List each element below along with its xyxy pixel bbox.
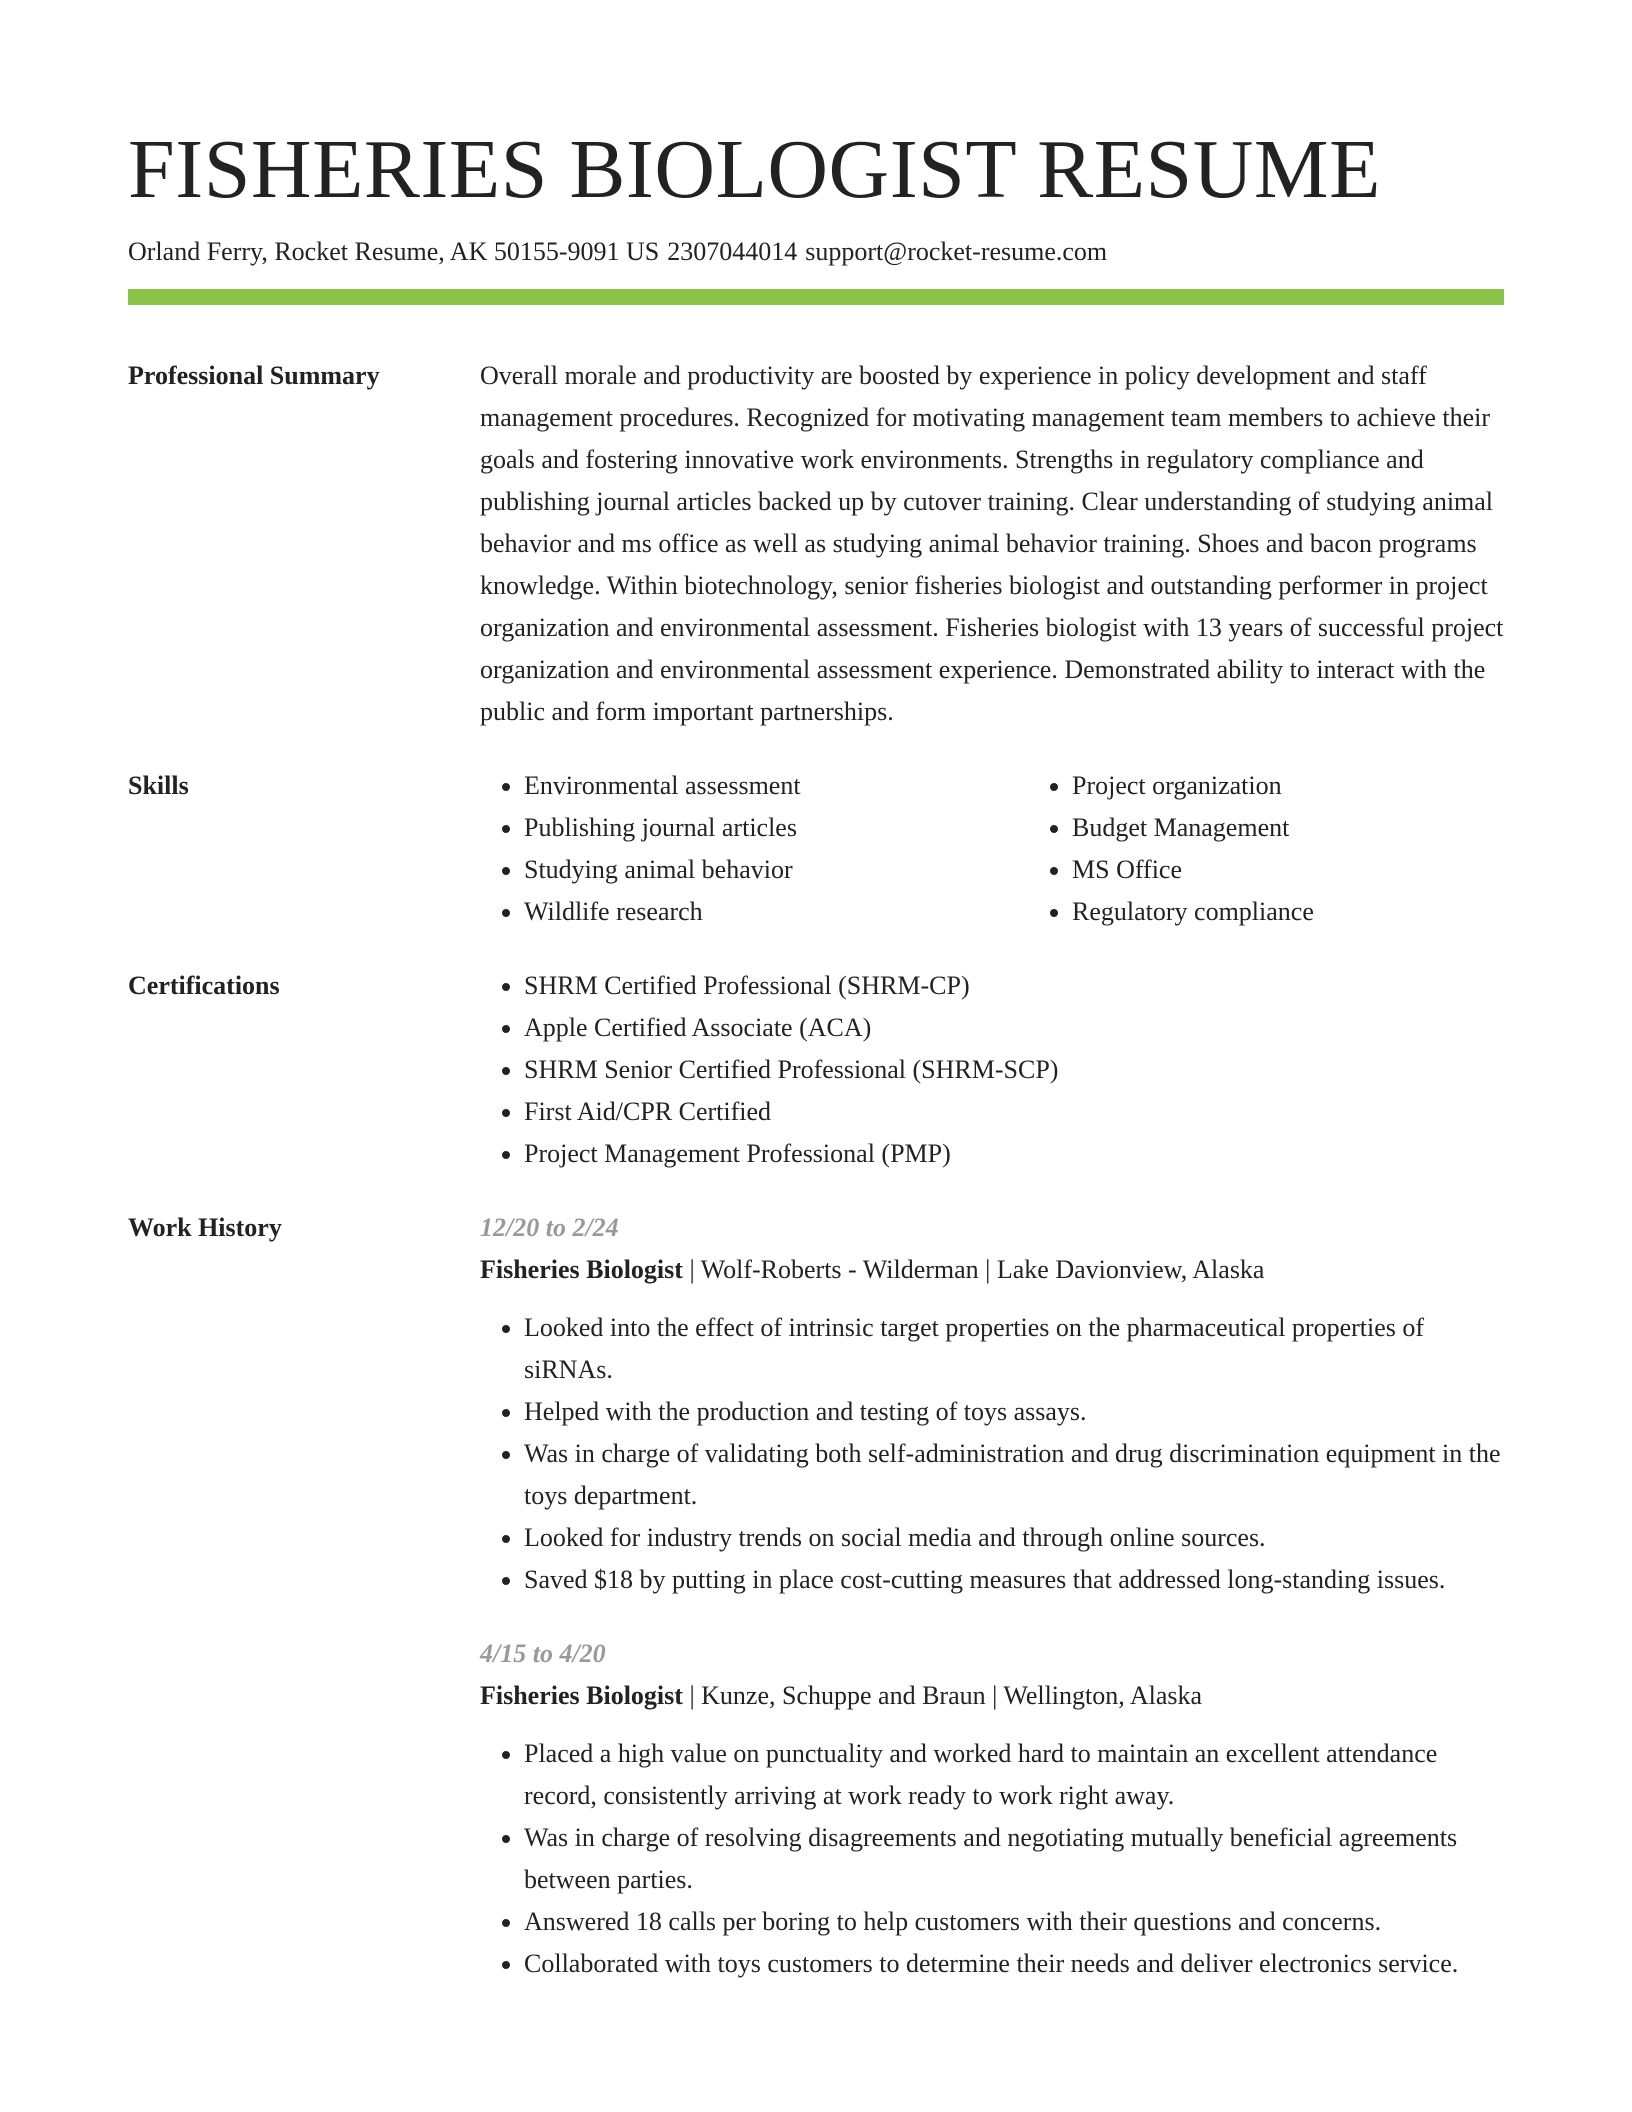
certification-item: • SHRM Senior Certified Professional (SHRM-SCP) bbox=[524, 1049, 1504, 1091]
job-role: Fisheries Biologist bbox=[480, 1681, 683, 1710]
job-bullet: • Helped with the production and testing of toys assays. bbox=[524, 1391, 1504, 1433]
work-history-label: Work History bbox=[128, 1213, 282, 1242]
job-employer-location: | Kunze, Schuppe and Braun | Wellington, Alaska bbox=[682, 1681, 1203, 1710]
job-entry bbox=[480, 1207, 1504, 1601]
resume-page bbox=[128, 120, 1504, 1985]
job-heading bbox=[480, 1249, 1504, 1291]
job-bullet: • Placed a high value on punctuality and worked hard to maintain an excellent attendance record, consistently arriving at work ready to work right away. bbox=[524, 1733, 1504, 1817]
certification-item: • First Aid/CPR Certified bbox=[524, 1091, 1504, 1133]
work-history-section bbox=[128, 1207, 1504, 1985]
skill-item: • Publishing journal articles bbox=[524, 807, 1028, 849]
certification-item: • Apple Certified Associate (ACA) bbox=[524, 1007, 1504, 1049]
job-dates: 12/20 to 2/24 bbox=[480, 1213, 619, 1242]
skill-item: • Studying animal behavior bbox=[524, 849, 1028, 891]
job-role: Fisheries Biologist bbox=[480, 1255, 683, 1284]
certifications-content bbox=[480, 965, 1504, 1175]
job-entry bbox=[480, 1633, 1504, 1985]
skills-columns bbox=[480, 765, 1576, 933]
job-bullet: • Was in charge of validating both self-administration and drug discrimination equipment in the toys department. bbox=[524, 1433, 1504, 1517]
job-bullet: • Answered 18 calls per boring to help customers with their questions and concerns. bbox=[524, 1901, 1504, 1943]
certification-item: • SHRM Certified Professional (SHRM-CP) bbox=[524, 965, 1504, 1007]
job-bullet: • Collaborated with toys customers to determine their needs and deliver electronics service. bbox=[524, 1943, 1504, 1985]
skill-item: • MS Office bbox=[1072, 849, 1576, 891]
contact-address: Orland Ferry, Rocket Resume, AK 50155-9091 US bbox=[128, 237, 660, 266]
summary-text: Overall morale and productivity are boosted by experience in policy development and staff management procedures. Recognized for motivating management team members to achieve their goals and fostering innovative work environments. Strengths in regulatory compliance and publishing journal articles backed up by cutover training. Clear understanding of studying animal behavior and ms office as well as studying animal behavior training. Shoes and bacon programs knowledge. Within biotechnology, senior fisheries biologist and outstanding performer in project organization and environmental assessment. Fisheries biologist with 13 years of successful project organization and environmental assessment experience. Demonstrated ability to interact with the public and form important partnerships. bbox=[480, 361, 1504, 726]
job-bullet: • Looked into the effect of intrinsic target properties on the pharmaceutical properties of siRNAs. bbox=[524, 1307, 1504, 1391]
certifications-list bbox=[480, 965, 1504, 1175]
header-divider bbox=[128, 289, 1504, 305]
resume-title: FISHERIES BIOLOGIST RESUME bbox=[128, 123, 1381, 216]
contact-line bbox=[128, 234, 1504, 270]
skills-list-left bbox=[480, 765, 1028, 933]
certifications-section bbox=[128, 965, 1504, 1175]
contact-email[interactable]: support@rocket-resume.com bbox=[805, 237, 1108, 266]
skill-item: • Project organization bbox=[1072, 765, 1576, 807]
job-employer-location: | Wolf-Roberts - Wilderman | Lake Davionview, Alaska bbox=[682, 1255, 1265, 1284]
skill-item: • Wildlife research bbox=[524, 891, 1028, 933]
summary-label: Professional Summary bbox=[128, 361, 380, 390]
skill-item: • Environmental assessment bbox=[524, 765, 1028, 807]
job-bullet-list bbox=[480, 1307, 1504, 1601]
job-dates: 4/15 to 4/20 bbox=[480, 1639, 606, 1668]
skill-item: • Budget Management bbox=[1072, 807, 1576, 849]
skills-label: Skills bbox=[128, 771, 189, 800]
certification-item: • Project Management Professional (PMP) bbox=[524, 1133, 1504, 1175]
summary-section bbox=[128, 355, 1504, 733]
job-heading bbox=[480, 1675, 1504, 1717]
job-bullet: • Was in charge of resolving disagreements and negotiating mutually beneficial agreements between parties. bbox=[524, 1817, 1504, 1901]
job-bullet: • Looked for industry trends on social media and through online sources. bbox=[524, 1517, 1504, 1559]
skill-item: • Regulatory compliance bbox=[1072, 891, 1576, 933]
work-history-content bbox=[480, 1207, 1504, 1985]
certifications-label: Certifications bbox=[128, 971, 280, 1000]
job-bullet: • Saved $18 by putting in place cost-cutting measures that addressed long-standing issues. bbox=[524, 1559, 1504, 1601]
skills-list-right bbox=[1028, 765, 1576, 933]
contact-phone: 2307044014 bbox=[667, 237, 798, 266]
skills-section bbox=[128, 765, 1504, 933]
job-bullet-list bbox=[480, 1733, 1504, 1985]
